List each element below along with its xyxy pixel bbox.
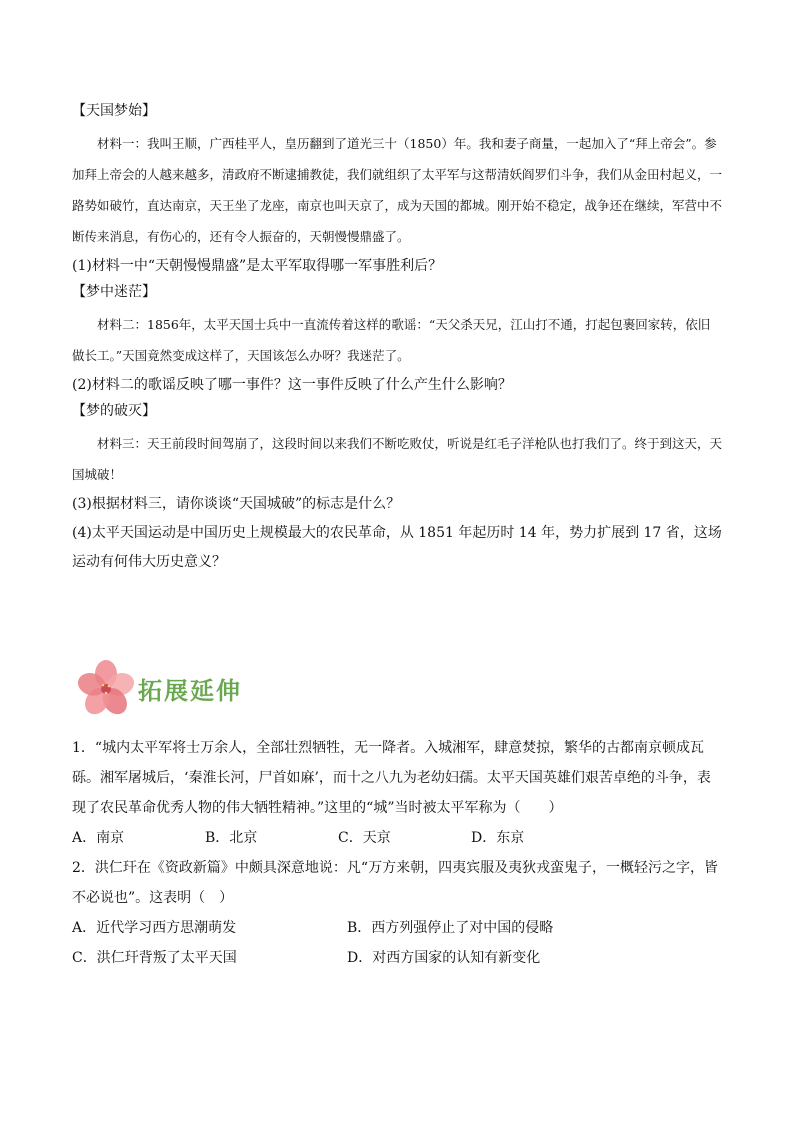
item-2-option-d: D．对西方国家的认知有新变化 bbox=[347, 950, 541, 966]
question-1: (1)材料一中“天朝慢慢鼎盛”是太平军取得哪一军事胜利后？ bbox=[72, 258, 443, 274]
section-title-tianguo-start: 【天国梦始】 bbox=[72, 103, 156, 119]
plum-blossom-icon bbox=[76, 659, 138, 717]
material-one: 材料一：我叫王顺，广西桂平人，皇历翻到了道光三十（1850）年。我和妻子商量，一起加入了“拜上帝会”。参加拜上帝会的人越来越多，清政府不断逮捕教徒，我们就组织了太平军与这帮清妖阎罗们斗争，我们从金田村起义，一路势如破竹，直达南京，天王坐了龙座，南京也叫天京了，成为天国的都城。刚开始不稳定，战争还在继续，军营中不断传来消息，有伤心的，还有令人振奋的，天朝慢慢鼎盛了。 bbox=[72, 136, 723, 244]
section-title-confusion: 【梦中迷茫】 bbox=[72, 284, 156, 300]
item-2-options-row-1 bbox=[72, 913, 722, 943]
question-item-2: 2．洪仁玕在《资政新篇》中颇具深意地说：凡“万方来朝，四夷宾服及夷狄戎蛮鬼子，一概轻污之字，皆不必说也”。这表明（ ） bbox=[72, 860, 719, 906]
item-2-options-row-2 bbox=[72, 943, 722, 973]
item-1-option-a: A．南京 bbox=[72, 830, 125, 846]
material-three: 材料三：天王前段时间驾崩了，这段时间以来我们不断吃败仗，听说是红毛子洋枪队也打我们了。终于到这天，天国城破！ bbox=[72, 436, 723, 482]
item-2-option-b: B．西方列强停止了对中国的侵略 bbox=[347, 920, 554, 936]
worksheet-page bbox=[72, 100, 722, 973]
extension-header bbox=[76, 659, 722, 719]
item-1-option-d: D．东京 bbox=[471, 830, 525, 846]
question-3: (3)根据材料三，请你谈谈“天国城破”的标志是什么？ bbox=[72, 496, 401, 512]
item-1-options bbox=[72, 823, 722, 853]
item-2-option-c: C．洪仁玕背叛了太平天国 bbox=[72, 950, 237, 966]
section-title-dream-broken: 【梦的破灭】 bbox=[72, 403, 156, 419]
question-4: (4)太平天国运动是中国历史上规模最大的农民革命，从 1851 年起历时 14 年，势力扩展到 17 省，这场运动有何伟大历史意义？ bbox=[72, 525, 722, 570]
item-1-option-c: C．天京 bbox=[338, 830, 391, 846]
question-item-1: 1．“城内太平军将士万余人，全部壮烈牺牲，无一降者。入城湘军，肆意焚掠，繁华的古都南京顿成瓦砾。湘军屠城后，‘秦淮长河，尸首如麻’，而十之八九为老幼妇孺。太平天国英雄们艰苦卓绝的斗争，表现了农民革命优秀人物的伟大牺牲精神。”这里的“城”当时被太平军称为（ ） bbox=[72, 740, 711, 816]
item-1-option-b: B．北京 bbox=[205, 830, 258, 846]
material-two: 材料二：1856年，太平天国士兵中一直流传着这样的歌谣：“天父杀天兄，江山打不通，打起包裹回家转，依旧做长工。”天国竟然变成这样了，天国该怎么办呀？我迷茫了。 bbox=[72, 317, 711, 363]
item-2-option-a: A．近代学习西方思潮萌发 bbox=[72, 920, 237, 936]
question-2: (2)材料二的歌谣反映了哪一事件？这一事件反映了什么产生什么影响？ bbox=[72, 377, 512, 393]
extension-title: 拓展延伸 bbox=[138, 677, 242, 705]
